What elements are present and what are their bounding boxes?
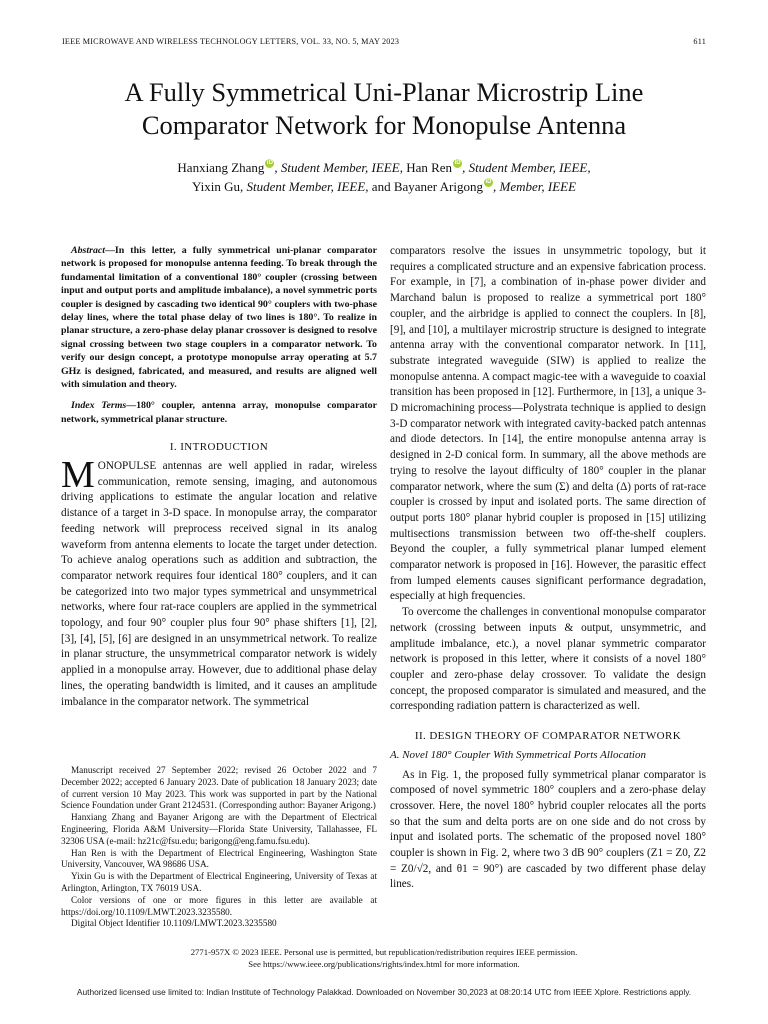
footnote: Color versions of one or more figures in this letter are available at https://doi.org/10.1109/LMWT.2023.3235580. <box>61 894 377 917</box>
footnote: Manuscript received 27 September 2022; revised 26 October 2022 and 7 December 2022; accepted 6 January 2023. Date of publication 18 January 2023; date of current version 10 May 2023. This work was supported in part by the National Science Foundation under Grant 2124531. (Corresponding author: Bayaner Arigong.) <box>61 765 377 811</box>
footnote: Hanxiang Zhang and Bayaner Arigong are with the Department of Electrical Engineering, Florida A&M University—Florida State University, Tallahassee, FL 32306 USA (e-mail: hz21c@fsu.edu; barigong@eng.famu.fsu.edu). <box>61 812 377 846</box>
index-terms-label: Index Terms <box>71 400 127 412</box>
orcid-icon[interactable]: iD <box>266 160 273 166</box>
footnotes <box>61 765 377 930</box>
copyright-line: See https://www.ieee.org/publications/rights/index.html for more information. <box>248 958 520 969</box>
author-name: Yixin Gu, <box>191 179 247 194</box>
abstract <box>61 244 377 391</box>
orcid-icon[interactable]: iD <box>485 179 492 185</box>
body-paragraph: As in Fig. 1, the proposed fully symmetrical planar comparator is composed of novel symmetric 180° couplers and a zero-phase delay crossover. Here, the novel 180° hybrid coupler relocates all the ports so that the sum and delta ports are on one side and do not cross by input and isolated ports. The schematic of the proposed novel 180° coupler is shown in Fig. 2, where two 3 dB 90° couplers (Z1 = Z0, Z2 = Z0/√2, and θ1 = 90°) are cascaded by two different phase delay lines. <box>390 768 706 891</box>
title-line-1: A Fully Symmetrical Uni-Planar Microstrip Line <box>124 77 644 107</box>
running-header <box>62 37 706 46</box>
paper-title <box>40 76 728 142</box>
abstract-text: —In this letter, a fully symmetrical uni-planar comparator network is proposed for monopulse antenna feeding. To break through the fundamental limitation of a conventional 180° coupler (crossing between input and output ports and amplitude imbalance), a novel symmetric ports coupler is designed by cascading two identical 90° couplers with two-phase delay lines, where the total phase delay of two lines is 180°. To realize in planar structure, a zero-phase delay planar crossover is designed to resolve signal crossing between two stage couplers in a comparator network. To verify our design concept, a prototype monopulse array operating at 5.7 GHz is designed, fabricated, and measured, and results are aligned well with simulation and theory. <box>61 245 377 391</box>
intro-text: ONOPULSE antennas are well applied in radar, wireless communication, remote sensing, imaging, and autonomous driving applications to estimate the angular location and relative distance of a target in 3-D space. In monopulse array, the comparator feeding network will preprocess received signal in its analog waveform from antenna elements to locate the target under detection. To achieve analog operations such as addition and subtraction, the comparator network requires four identical 180° couplers, and it can be categorized into two major types symmetrical and unsymmetrical networks, where four rat-race couplers are applied in the symmetrical topology, and four 90° coupler plus four 90° phase shifters [1], [2], [3], [4], [5], [6] are designed in an unsymmetrical network. To realize in planar structure, the unsymmetrical comparator network is widely applied in a monopulse array. However, due to additional phase delay lines, the operating bandwidth is limited, and it causes an amplitude imbalance in the comparator network. The symmetrical <box>61 459 377 708</box>
author-name: , and Bayaner Arigong <box>365 179 483 194</box>
right-column <box>390 244 706 893</box>
body-paragraph: To overcome the challenges in conventional monopulse comparator network (crossing between inputs & output, unsymmetric, and amplitude imbalance, etc.), a novel planar symmetric comparator network is proposed in this letter, where it consists of a novel 180° coupler and zero-phase delay crossover. To validate the design concept, the proposed comparator is simulated and measured, and the corresponding radiation pattern is characterized as well. <box>390 606 706 713</box>
drop-cap: M <box>61 453 95 496</box>
abstract-label: Abstract <box>71 245 106 256</box>
footnote: Digital Object Identifier 10.1109/LMWT.2023.3235580 <box>71 918 277 929</box>
copyright-notice <box>60 947 708 970</box>
author-role: , Member, IEEE <box>493 179 577 194</box>
journal-name: IEEE MICROWAVE AND WIRELESS TECHNOLOGY LETTERS, VOL. 33, NO. 5, MAY 2023 <box>62 37 400 46</box>
intro-paragraph <box>61 453 377 710</box>
page-number: 611 <box>693 37 706 46</box>
author-role: Student Member, IEEE <box>246 179 366 194</box>
author-name: Hanxiang Zhang <box>177 160 265 175</box>
author-role: , Student Member, IEEE <box>274 160 400 175</box>
copyright-line: 2771-957X © 2023 IEEE. Personal use is permitted, but republication/redistribution requires IEEE permission. <box>190 947 578 957</box>
orcid-icon[interactable]: iD <box>454 160 461 166</box>
license-footer: Authorized licensed use limited to: Indian Institute of Technology Palakkad. Downloaded on November 30,2023 at 08:20:14 UTC from IEEE Xplore. Restrictions apply. <box>76 987 692 997</box>
section-heading: I. INTRODUCTION <box>169 441 269 454</box>
section-heading: II. DESIGN THEORY OF COMPARATOR NETWORK <box>414 730 682 743</box>
body-paragraph: comparators resolve the issues in unsymmetric topology, but it requires a complicated structure and an expensive fabrication process. For example, in [7], a combination of in-phase power divider and Marchand balun is proposed to realize a symmetrical port 180° coupler, and the airbridge is applied to connect the couplers. In [8], [9], and [10], a multilayer microstrip structure is designed to integrate antenna array with the conventional comparator network. In [11], substrate integrated waveguide (SIW) is applied to realize the monopulse antenna. A compact magic-tee with a waveguide to coaxial transition has been proposed in [12]. Furthermore, in [13], a unique 3-D micromachining process—Polystrata technique is applied to design 3-D comparator network with integrated cavity-backed patch antennas and diode detectors. In [14], the entire monopulse antenna array is designed in 2-D conical form. In summary, all the above methods are trying to resolve the layout difficulty of 180° coupler in the planar comparator network, where the sum (Σ) and delta (Δ) ports of rat-race coupler is crossed by input and isolated ports. The same direction of output ports 180° planar hybrid coupler is proposed in [15] utilizing multisections transmission between two off-the-shelf couplers. Beyond the coupler, a fully symmetrical planar lumped element comparator network is proposed in [16]. However, the parasitic effect from lumped elements causes significant performance degradation, especially at high frequencies. <box>390 245 706 603</box>
subsection-heading: A. Novel 180° Coupler With Symmetrical Ports Allocation <box>390 748 646 761</box>
index-terms-text: —180° coupler, antenna array, monopulse comparator network, symmetrical planar structure. <box>61 400 377 425</box>
index-terms <box>61 399 377 426</box>
author-name: , Han Ren <box>399 160 453 175</box>
footnote: Han Ren is with the Department of Electrical Engineering, Washington State University, Vancouver, WA 98686 USA. <box>61 847 377 870</box>
author-role: , Student Member, IEEE, <box>462 160 591 175</box>
author-line-2 <box>60 177 708 196</box>
author-list <box>60 158 708 196</box>
author-line-1 <box>60 158 708 177</box>
title-line-2: Comparator Network for Monopulse Antenna <box>141 110 627 140</box>
left-column <box>61 244 377 710</box>
footnote: Yixin Gu is with the Department of Electrical Engineering, University of Texas at Arlington, Arlington, TX 76019 USA. <box>61 871 377 893</box>
